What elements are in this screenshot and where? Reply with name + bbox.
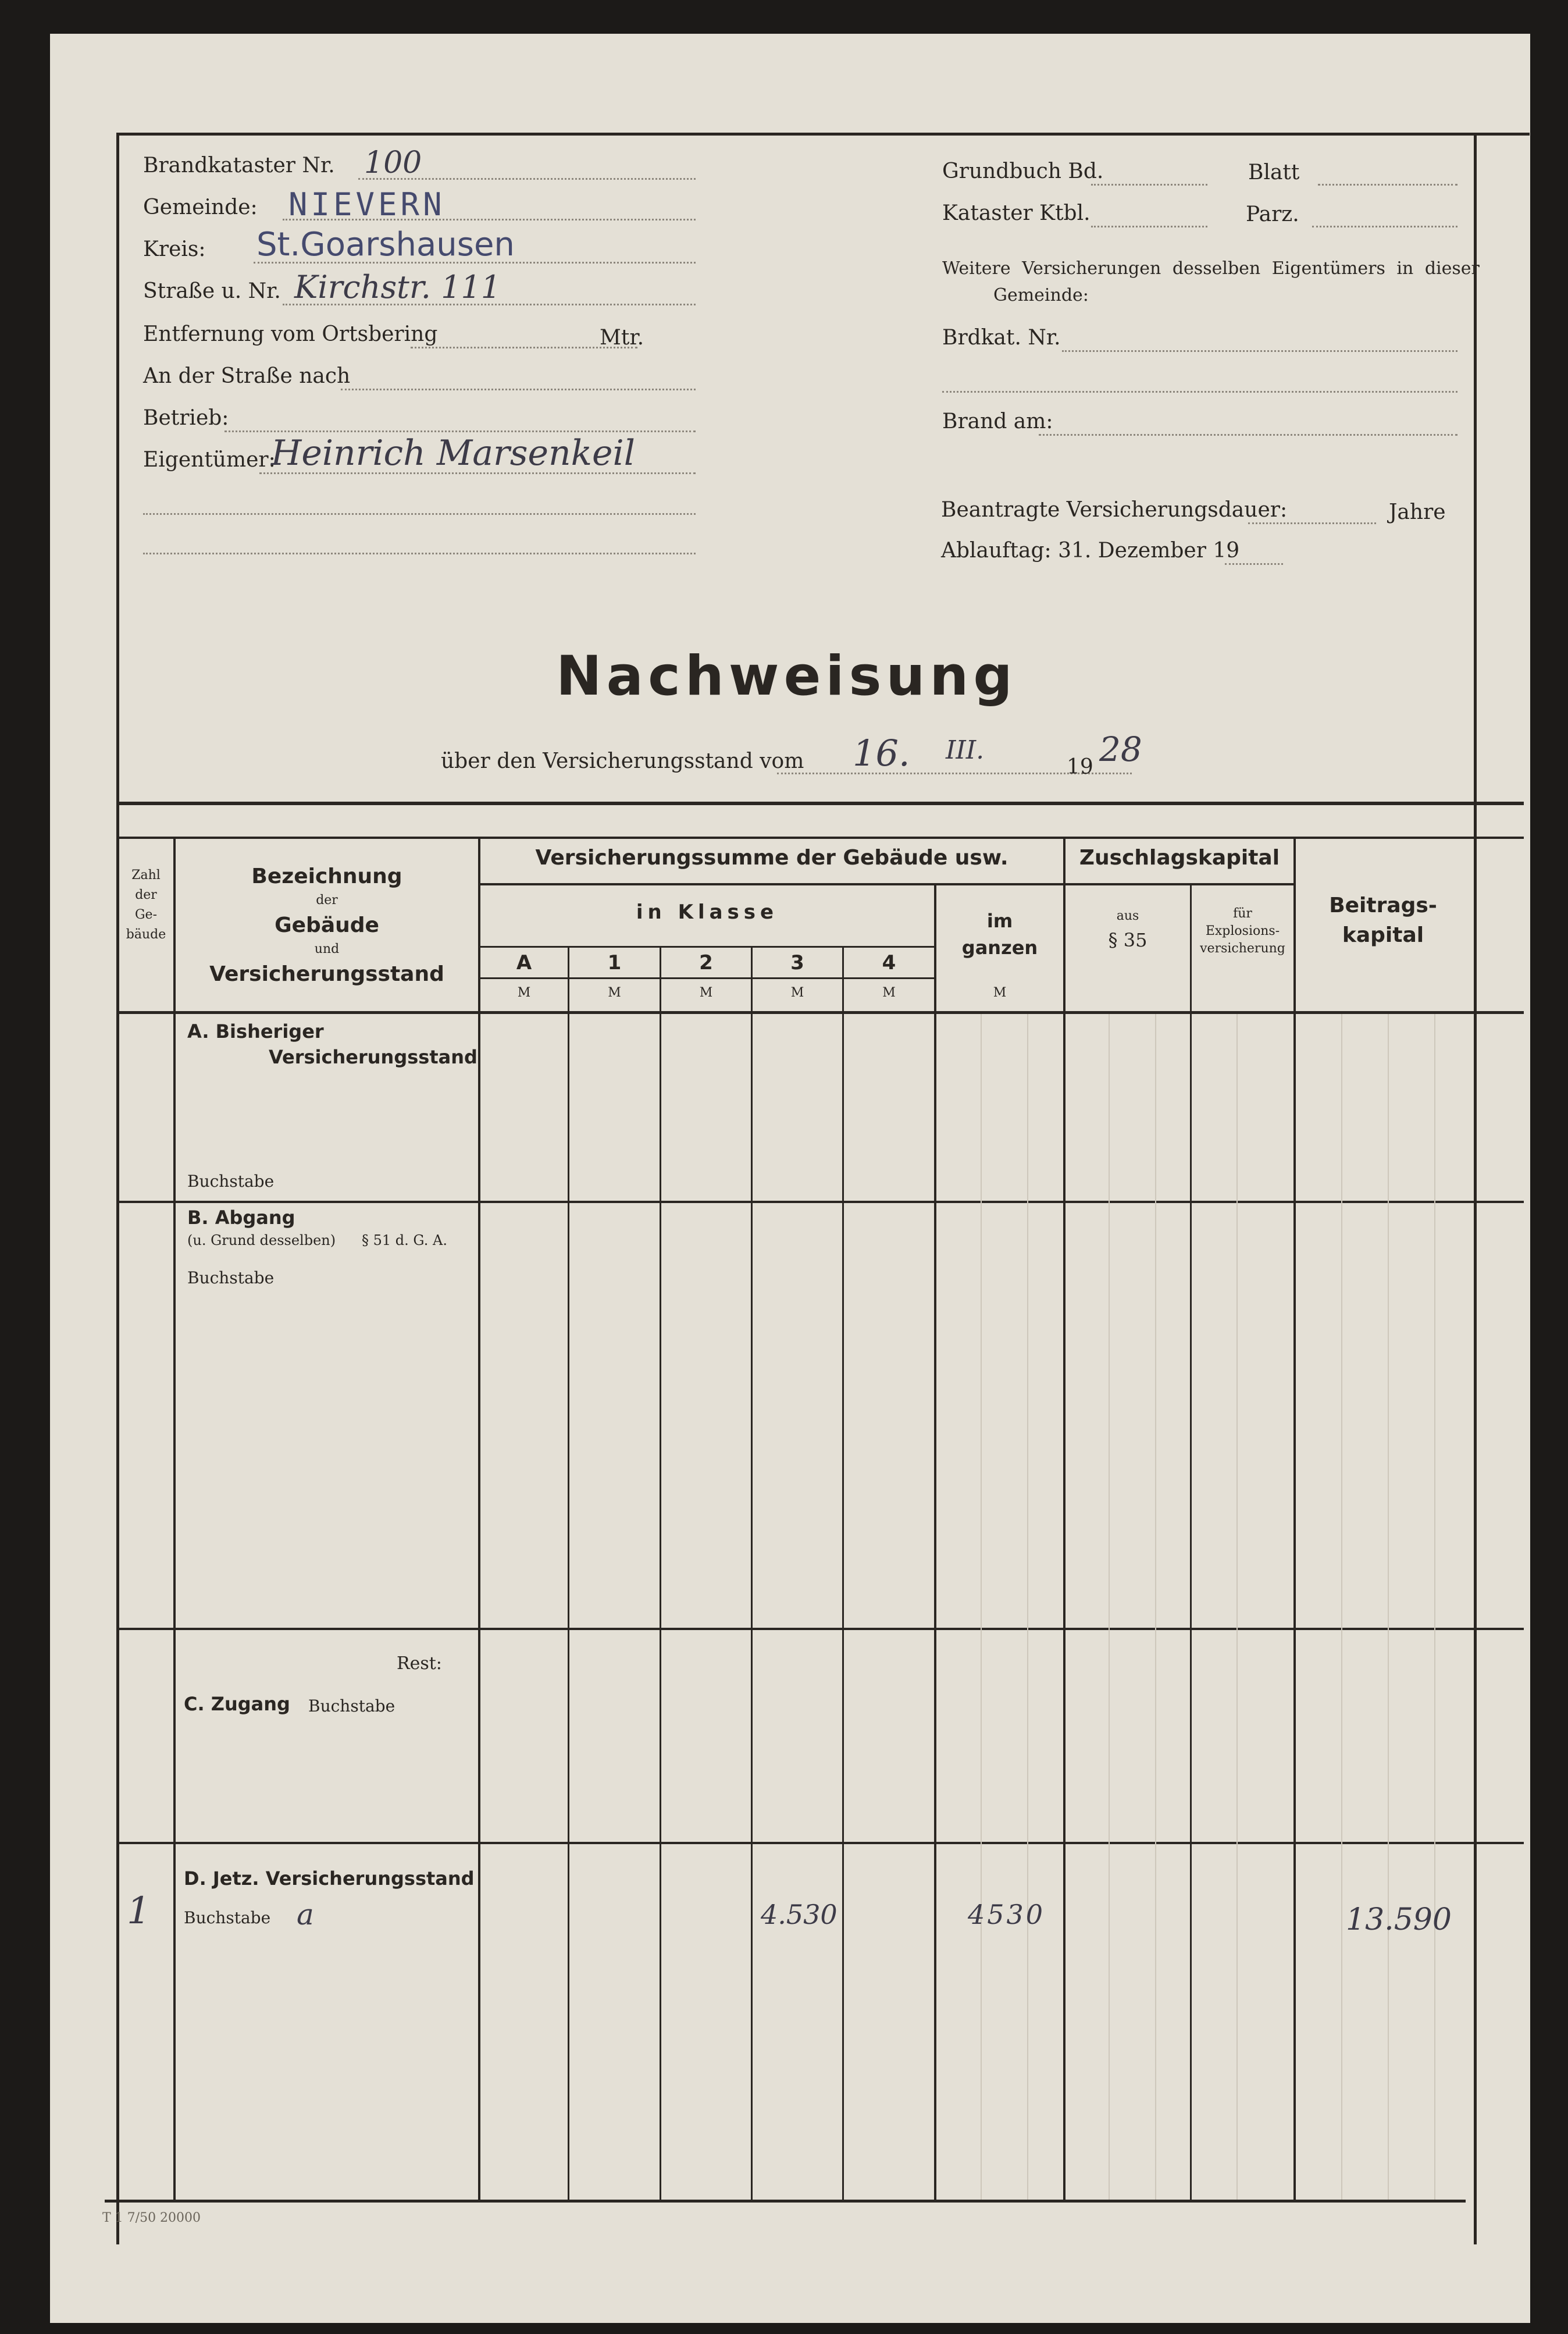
section-b-sub: (u. Grund desselben) <box>187 1232 336 1248</box>
unit-label: M <box>882 985 896 1000</box>
brand-label: Brand am: <box>942 410 1053 433</box>
border-right <box>1474 133 1477 2244</box>
dauer-label: Beantragte Versicherungsdauer: <box>941 498 1288 522</box>
border-bottom <box>105 2200 1466 2203</box>
eigentuemer-label: Eigentümer: <box>143 448 276 472</box>
grundbuch-label: Grundbuch Bd. <box>942 159 1104 183</box>
bezeichnung-header: Bezeichnung der Gebäude und Versicherungsstand <box>209 864 444 986</box>
section-c-buchstabe: Buchstabe <box>308 1696 395 1716</box>
border-top <box>116 133 1530 136</box>
klasse-1: 1 <box>607 951 622 974</box>
brandkataster-value: 100 <box>364 145 422 180</box>
unit-label: M <box>608 985 621 1000</box>
year-prefix: 19 <box>1067 755 1093 779</box>
unit-label: M <box>699 985 713 1000</box>
section-c-title: C. Zugang <box>184 1693 290 1715</box>
beitragskapital-header: Beitrags- kapital <box>1329 894 1437 947</box>
klasse-2: 2 <box>699 951 713 974</box>
im-ganzen-header: im ganzen <box>961 910 1038 959</box>
klasse-3: 3 <box>790 951 804 974</box>
rest-label: Rest: <box>397 1653 442 1674</box>
eigentuemer-value: Heinrich Marsenkeil <box>271 433 635 474</box>
zahl-header: Zahl der Ge- bäude <box>126 868 166 942</box>
kreis-stamp: St.Goarshausen <box>256 226 515 264</box>
unit-label: M <box>790 985 804 1000</box>
aus-35-header: aus § 35 <box>1108 909 1148 951</box>
section-d-zahl: 1 <box>127 1890 151 1933</box>
zuschlagskapital-header: Zuschlagskapital <box>1079 846 1280 870</box>
brandkataster-label: Brandkataster Nr. <box>143 154 335 177</box>
dauer-unit: Jahre <box>1389 500 1446 524</box>
subtitle: über den Versicherungsstand vom <box>441 749 804 773</box>
section-a-title2: Versicherungsstand <box>269 1046 477 1068</box>
section-d-buchstabe: Buchstabe <box>184 1908 271 1927</box>
kreis-label: Kreis: <box>143 237 206 261</box>
section-d-letter: a <box>297 1898 314 1931</box>
kataster-label: Kataster Ktbl. <box>942 201 1091 225</box>
strasse-nach-label: An der Straße nach <box>143 364 351 388</box>
weitere-line2: Gemeinde: <box>993 285 1089 305</box>
footer-code: T 1 7/50 20000 <box>102 2211 201 2225</box>
ablauf-label: Ablauftag: 31. Dezember 19 <box>941 539 1240 563</box>
klasse-4: 4 <box>882 951 896 974</box>
weitere-line1: Weitere Versicherungen desselben Eigentümers in dieser <box>942 258 1480 279</box>
section-a-buchstabe: Buchstabe <box>187 1172 275 1191</box>
section-d-klasse3: 4.530 <box>761 1899 838 1930</box>
explosion-header: für Explosions- versicherung <box>1200 906 1285 956</box>
unit-label: M <box>993 985 1007 1000</box>
section-d-ganzen: 4530 <box>968 1899 1046 1930</box>
section-a-title: A. Bisheriger <box>187 1020 324 1043</box>
versicherungssumme-header: Versicherungssumme der Gebäude usw. <box>535 846 1008 870</box>
in-klasse-header: in Klasse <box>636 901 779 924</box>
gemeinde-stamp: NIEVERN <box>288 186 446 223</box>
section-d-beitrag: 13.590 <box>1346 1902 1452 1937</box>
entfernung-label: Entfernung vom Ortsbering <box>143 322 438 346</box>
brdkat-label: Brdkat. Nr. <box>942 326 1061 350</box>
page-title: Nachweisung <box>556 645 1017 708</box>
border-left <box>116 133 119 2244</box>
section-b-title: B. Abgang <box>187 1207 295 1229</box>
strasse-label: Straße u. Nr. <box>143 279 281 303</box>
parz-label: Parz. <box>1246 202 1299 226</box>
date-month: III. <box>946 735 985 765</box>
unit-label: M <box>517 985 531 1000</box>
section-d-title: D. Jetz. Versicherungsstand <box>184 1867 475 1890</box>
gemeinde-label: Gemeinde: <box>143 195 258 219</box>
year-suffix: 28 <box>1099 730 1142 769</box>
table-top-rule <box>116 802 1524 805</box>
section-b-para: § 51 d. G. A. <box>362 1232 447 1248</box>
betrieb-label: Betrieb: <box>143 406 229 430</box>
strasse-value: Kirchstr. 111 <box>294 269 501 305</box>
form-sheet <box>50 34 1530 2323</box>
date-day: 16. <box>853 732 910 774</box>
section-b-buchstabe: Buchstabe <box>187 1268 275 1287</box>
entfernung-unit: Mtr. <box>600 326 644 350</box>
blatt-label: Blatt <box>1248 161 1300 184</box>
klasse-a: A <box>516 951 532 974</box>
